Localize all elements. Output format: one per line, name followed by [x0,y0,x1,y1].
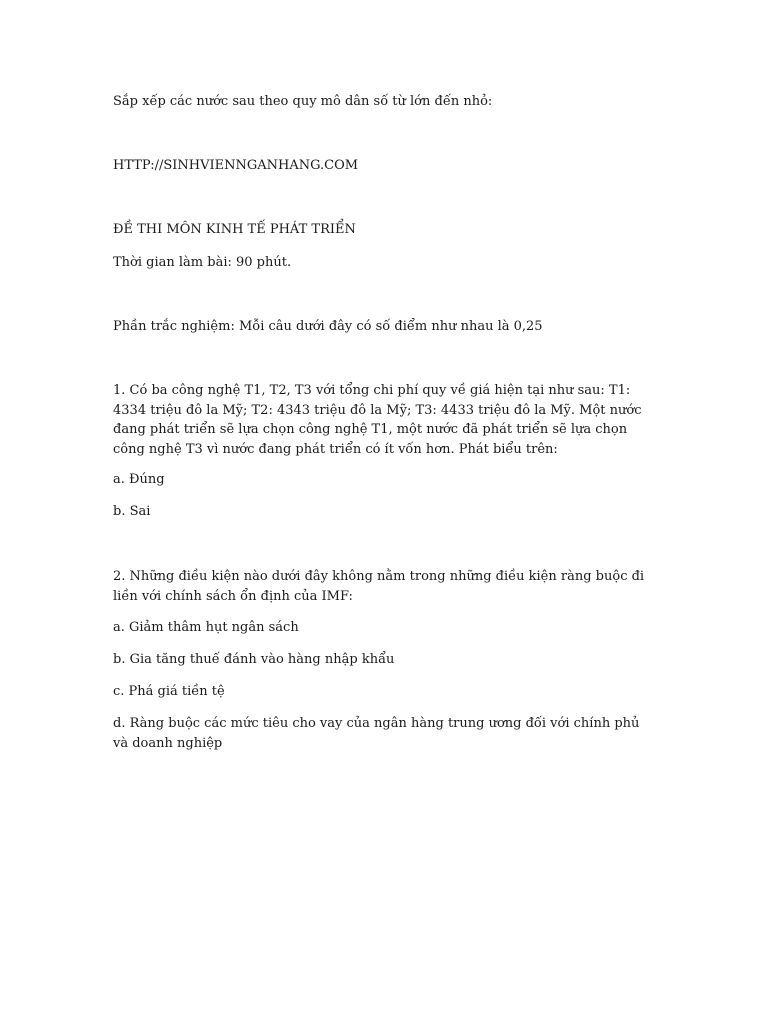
question-1: 1. Có ba công nghệ T1, T2, T3 với tổng chi phí quy về giá hiện tại như sau: T1: 4334 triệu đô la Mỹ; T2: 4343 triệu đô la Mỹ; T3: 4433 triệu đô la Mỹ. Một nước đang phát triển sẽ lựa chọn công nghệ T1, một nước đã phát triển sẽ lựa chọn công nghệ T3 vì nước đang phát triển có ít vốn hơn. Phát biểu trên: [113,383,642,457]
website-url: HTTP://SINHVIENNGANHANG.COM [113,158,359,173]
intro-instruction: Sắp xếp các nước sau theo quy mô dân số từ lớn đến nhỏ: [113,94,493,109]
question-2: 2. Những điều kiện nào dưới đây không nằm trong những điều kiện ràng buộc đi liền với chính sách ổn định của IMF: [113,569,645,604]
q1-option-b: b. Sai [113,504,151,519]
q2-option-a: a. Giảm thâm hụt ngân sách [113,620,299,635]
q1-option-a: a. Đúng [113,472,165,487]
exam-duration: Thời gian làm bài: 90 phút. [113,255,292,270]
section-heading: Phần trắc nghiệm: Mỗi câu dưới đây có số điểm như nhau là 0,25 [113,319,543,334]
q2-option-b: b. Gia tăng thuế đánh vào hàng nhập khẩu [113,652,395,667]
q2-option-d: d. Ràng buộc các mức tiêu cho vay của ngân hàng trung ương đối với chính phủ và doanh nghiệp [113,716,640,751]
q2-option-c: c. Phá giá tiền tệ [113,684,225,699]
exam-title: ĐỀ THI MÔN KINH TẾ PHÁT TRIỂN [113,222,356,237]
